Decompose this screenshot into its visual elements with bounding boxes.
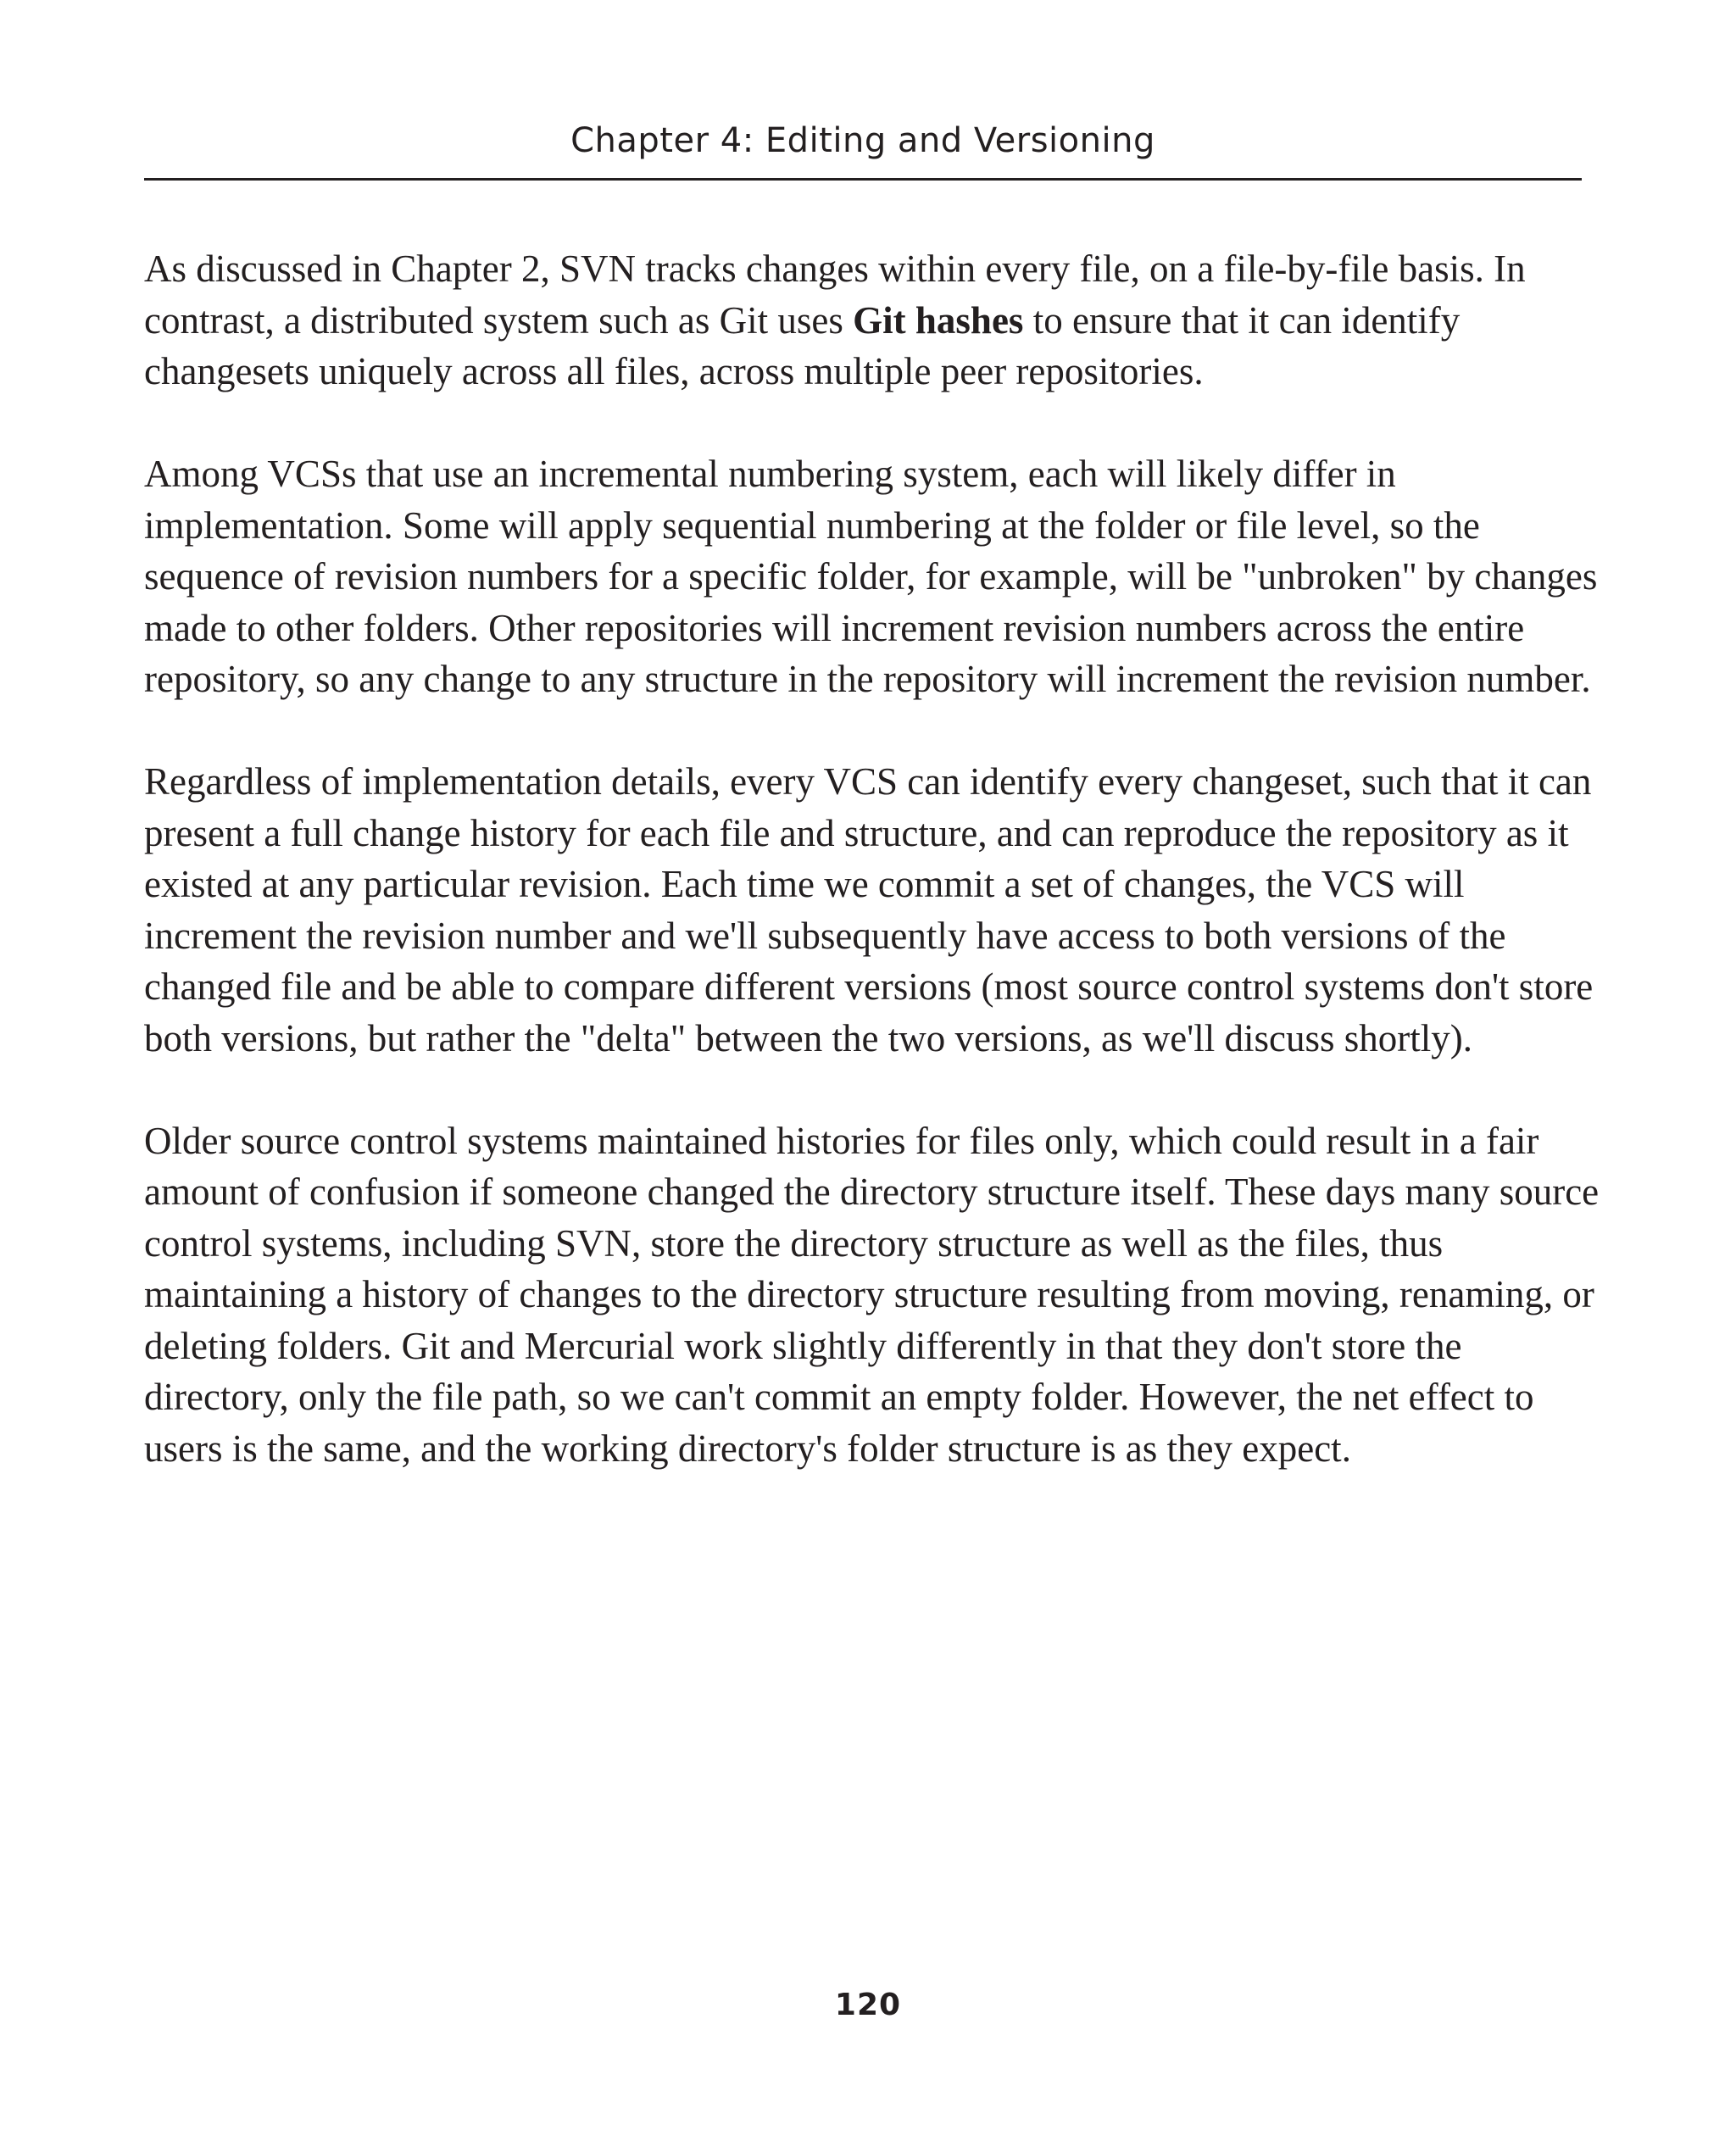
paragraph-1-text-after: to ensure that it can identify changesets uniquely across all files, across multiple peer repositories.	[144, 298, 1461, 392]
paragraph-git-hashes	[144, 243, 1602, 398]
paragraph-changeset-identification: Regardless of implementation details, every VCS can identify every changeset, such that it can present a full change history for each file and structure, and can reproduce the repository as it existed at any particular revision. Each time we commit a set of changes, the VCS will increment the revision number and we'll subsequently have access to both versions of the changed file and be able to compare different versions (most source control systems don't store both versions, but rather the "delta" between the two versions, as we'll discuss shortly).	[144, 760, 1594, 1059]
paragraph-1-text-before: As discussed in Chapter 2, SVN tracks changes within every file, on a file-by-file basis. In contrast, a distributed system such as Git uses	[144, 247, 1526, 342]
page-number: 120	[834, 1988, 902, 2022]
page-body	[144, 243, 1602, 1526]
chapter-title: Chapter 4: Editing and Versioning	[570, 121, 1155, 160]
paragraph-incremental-numbering: Among VCSs that use an incremental numbering system, each will likely differ in implementation. Some will apply sequential numbering at the folder or file level, so the sequence of revision numbers for a specific folder, for example, will be "unbroken" by changes made to other folders. Other repositories will increment revision numbers across the entire repository, so any change to any structure in the repository will increment the revision number.	[144, 453, 1598, 700]
term-git-hashes: Git hashes	[853, 298, 1024, 342]
running-header	[144, 117, 1582, 181]
paragraph-directory-structure: Older source control systems maintained histories for files only, which could result in a fair amount of confusion if someone changed the directory structure itself. These days many source control systems, including SVN, store the directory structure as well as the files, thus maintaining a history of changes to the directory structure resulting from moving, renaming, or deleting folders. Git and Mercurial work slightly differently in that they don't store the directory, only the file path, so we can't commit an empty folder. However, the net effect to users is the same, and the working directory's folder structure is as they expect.	[144, 1119, 1600, 1470]
